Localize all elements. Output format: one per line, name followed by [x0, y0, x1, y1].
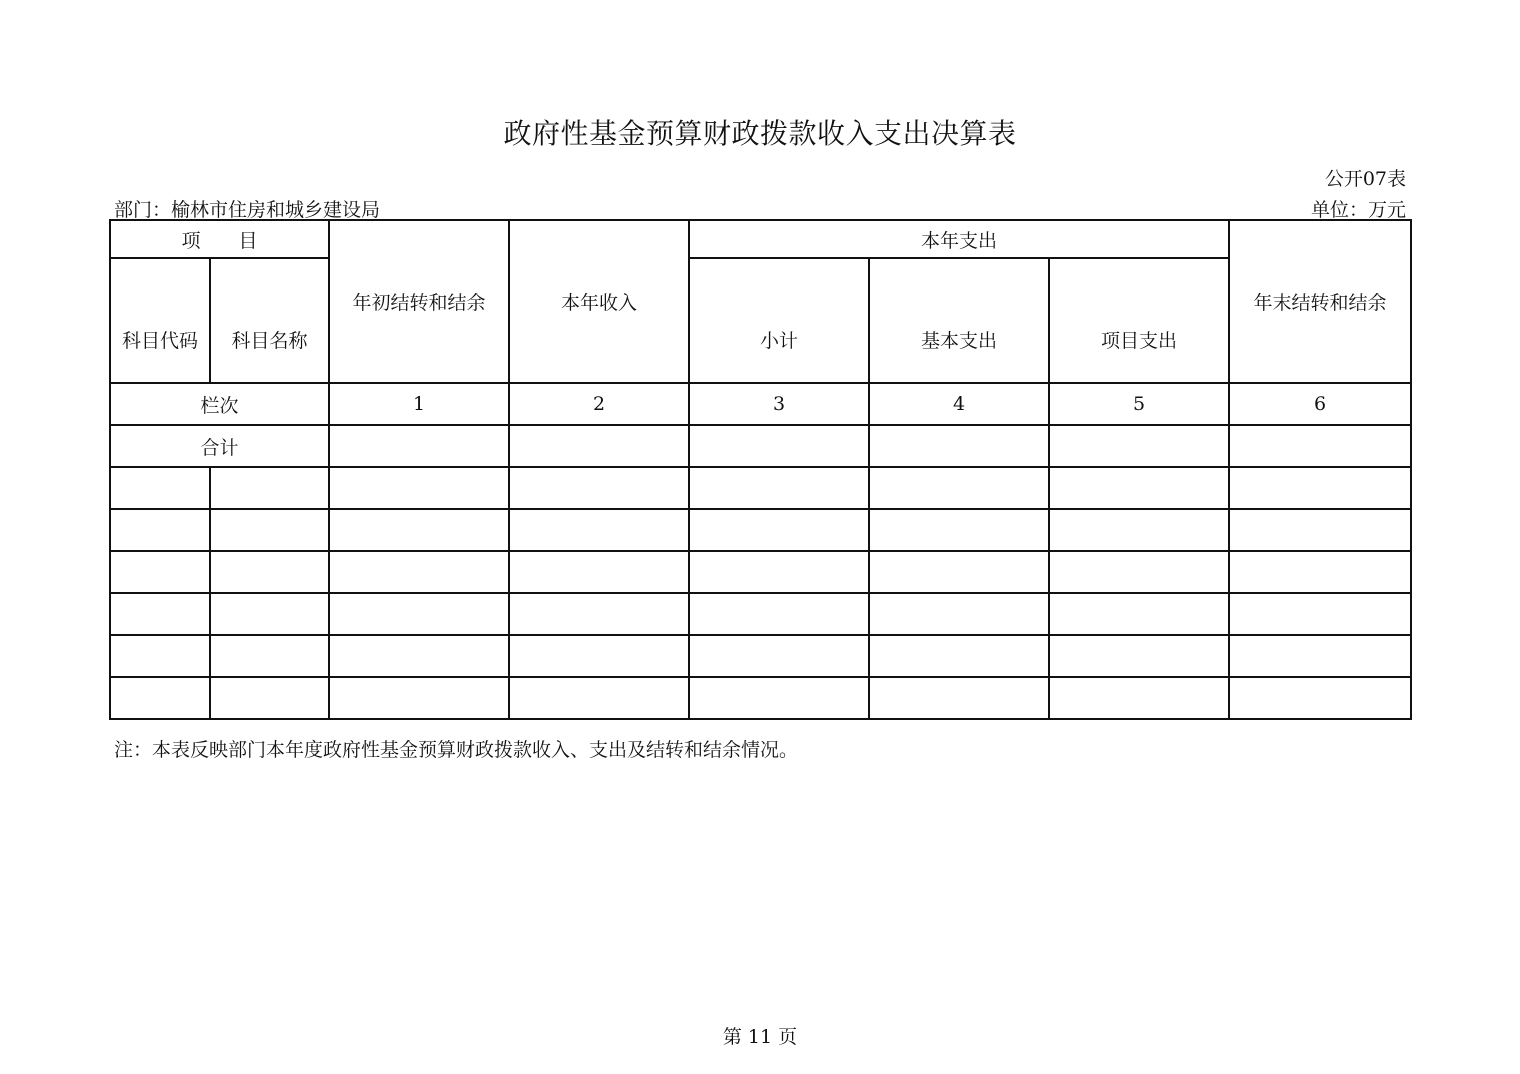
table-cell: [1229, 551, 1411, 593]
table-row: [110, 677, 1411, 719]
header-annual-income: 本年收入: [509, 220, 689, 383]
table-row: [110, 467, 1411, 509]
table-cell: [869, 551, 1049, 593]
table-cell: [210, 467, 329, 509]
column-number-6: 6: [1229, 383, 1411, 425]
header-opening-balance: 年初结转和结余: [329, 220, 509, 383]
table-cell: [509, 509, 689, 551]
header-subtotal-text: 小计: [760, 330, 799, 352]
header-subject-code-text: 科目代码: [121, 330, 198, 352]
page-number: 第 11 页: [722, 1026, 798, 1048]
header-subject-code: [110, 258, 210, 383]
page-title: 政府性基金预算财政拨款收入支出决算表: [503, 117, 1017, 150]
header-subject-name-text: 科目名称: [231, 330, 308, 352]
header-annual-expense: 本年支出: [689, 220, 1229, 258]
table-cell: [1229, 509, 1411, 551]
table-cell: [509, 551, 689, 593]
column-number-1: 1: [329, 383, 509, 425]
header-subject-name: [210, 258, 329, 383]
table-cell: [1229, 467, 1411, 509]
table-cell: [1229, 593, 1411, 635]
table-cell: [329, 677, 509, 719]
table-cell: [689, 509, 869, 551]
table-cell: [869, 635, 1049, 677]
table-cell: [329, 467, 509, 509]
table-cell: [509, 635, 689, 677]
table-cell: [210, 593, 329, 635]
column-number-5: 5: [1049, 383, 1229, 425]
table-cell: [1049, 425, 1229, 467]
column-number-row: [110, 383, 1411, 425]
table-cell: [210, 635, 329, 677]
table-note: 注：本表反映部门本年度政府性基金预算财政拨款收入、支出及结转和结余情况。: [114, 739, 799, 761]
table-cell: [869, 677, 1049, 719]
table-cell: [869, 593, 1049, 635]
table-cell: [689, 635, 869, 677]
header-item: 项 目: [110, 220, 329, 258]
table-cell: [210, 677, 329, 719]
table-cell: [869, 467, 1049, 509]
table-cell: [1229, 677, 1411, 719]
total-label: 合计: [110, 425, 329, 467]
header-project-expense: [1049, 258, 1229, 383]
department-label: 部门：榆林市住房和城乡建设局: [114, 199, 381, 221]
header-project-expense-text: 项目支出: [1101, 330, 1178, 352]
table-cell: [329, 425, 509, 467]
header-closing-balance: 年末结转和结余: [1229, 220, 1411, 383]
table-row: [110, 509, 1411, 551]
table-cell: [1049, 677, 1229, 719]
table-cell: [210, 509, 329, 551]
table-cell: [1049, 593, 1229, 635]
table-cell: [1049, 635, 1229, 677]
form-number: 公开07表: [1324, 168, 1406, 190]
table-row: [110, 635, 1411, 677]
budget-table: [109, 219, 1412, 720]
table-cell: [329, 551, 509, 593]
table-cell: [210, 551, 329, 593]
table-cell: [1229, 635, 1411, 677]
table-cell: [509, 425, 689, 467]
table-cell: [329, 593, 509, 635]
table-cell: [1049, 509, 1229, 551]
column-number-label: 栏次: [110, 383, 329, 425]
unit-label: 单位：万元: [1310, 199, 1406, 221]
table-cell: [1049, 551, 1229, 593]
table-cell: [110, 509, 210, 551]
total-row: [110, 425, 1411, 467]
column-number-3: 3: [689, 383, 869, 425]
header-basic-expense: [869, 258, 1049, 383]
table-row: [110, 593, 1411, 635]
column-number-4: 4: [869, 383, 1049, 425]
table-cell: [509, 593, 689, 635]
table-cell: [110, 635, 210, 677]
table-cell: [689, 593, 869, 635]
table-cell: [329, 635, 509, 677]
table-cell: [1229, 425, 1411, 467]
table-row: [110, 551, 1411, 593]
table-cell: [110, 593, 210, 635]
column-number-2: 2: [509, 383, 689, 425]
header-basic-expense-text: 基本支出: [921, 330, 998, 352]
table-cell: [110, 677, 210, 719]
table-cell: [869, 509, 1049, 551]
table-cell: [509, 677, 689, 719]
table-cell: [689, 551, 869, 593]
table-cell: [1049, 467, 1229, 509]
table-cell: [689, 467, 869, 509]
table-cell: [689, 425, 869, 467]
table-cell: [110, 551, 210, 593]
table-cell: [329, 509, 509, 551]
header-subtotal: [689, 258, 869, 383]
table-cell: [110, 467, 210, 509]
table-cell: [509, 467, 689, 509]
table-cell: [689, 677, 869, 719]
table-cell: [869, 425, 1049, 467]
